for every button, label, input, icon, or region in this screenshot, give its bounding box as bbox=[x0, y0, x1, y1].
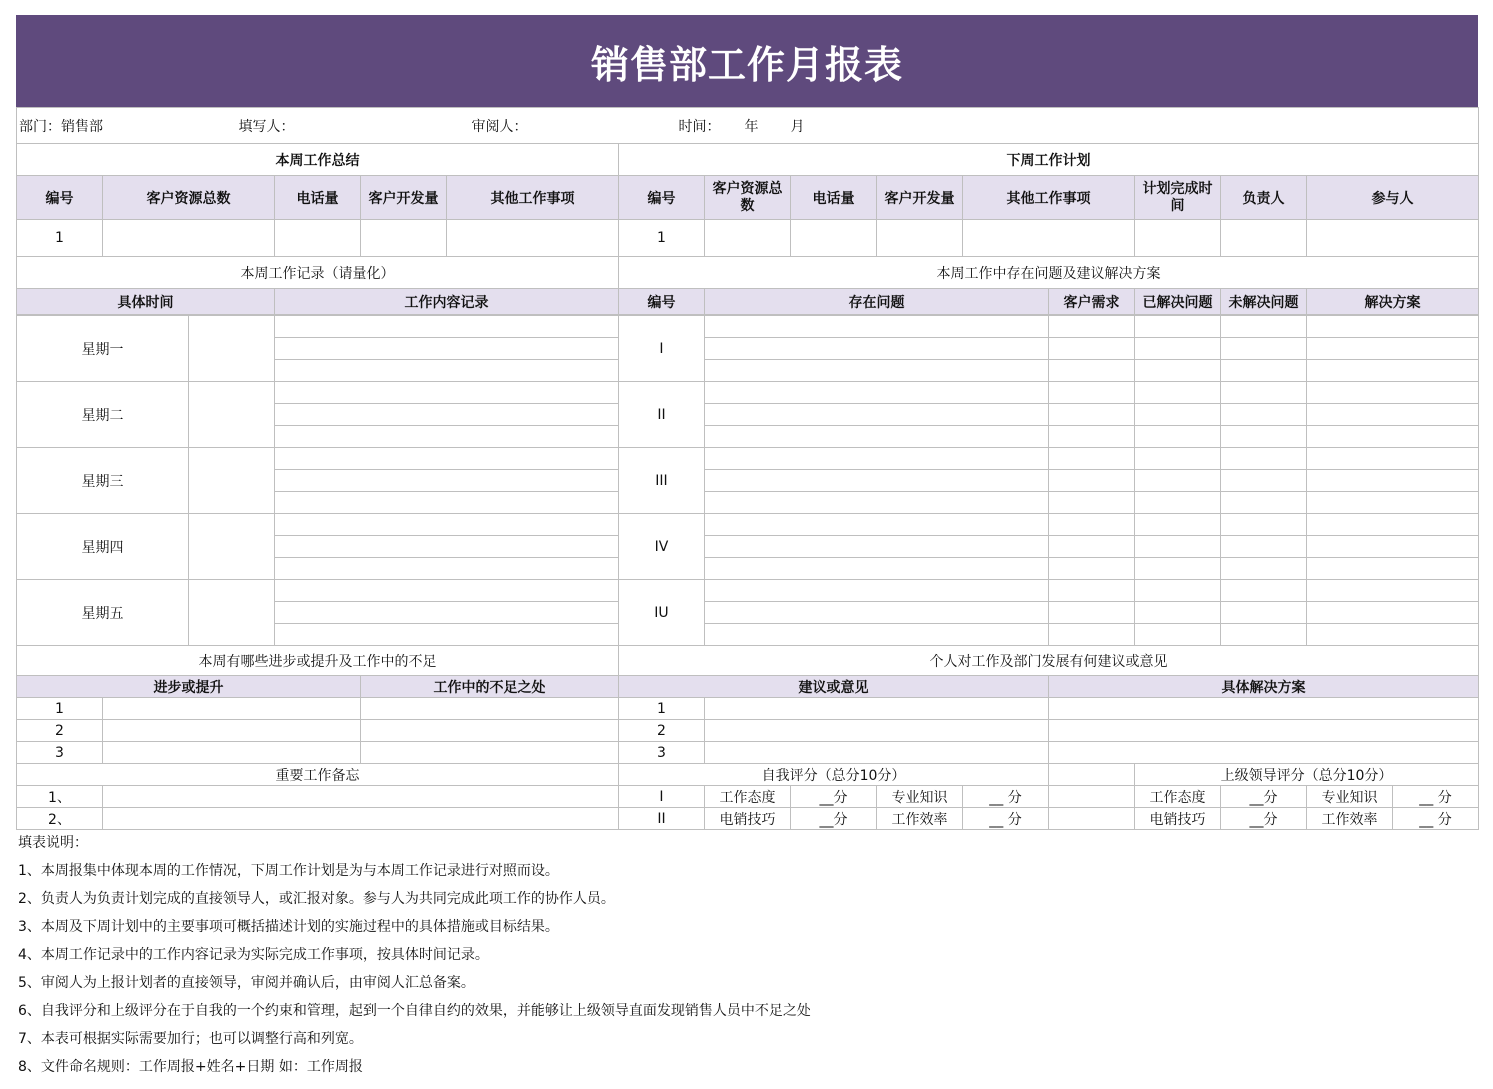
work-content-cell[interactable] bbox=[275, 602, 619, 624]
customer-need-cell[interactable] bbox=[1049, 426, 1135, 448]
memo-title: 重要工作备忘 bbox=[17, 764, 619, 786]
resolved-cell[interactable] bbox=[1135, 404, 1221, 426]
unresolved-cell[interactable] bbox=[1221, 602, 1307, 624]
customer-need-cell[interactable] bbox=[1049, 382, 1135, 404]
instruction-line: 5、审阅人为上报计划者的直接领导，审阅并确认后，由审阅人汇总备案。 bbox=[18, 975, 475, 991]
score-value[interactable]: __分 bbox=[791, 808, 877, 830]
unresolved-cell[interactable] bbox=[1221, 624, 1307, 646]
day-time-cell[interactable] bbox=[189, 514, 275, 580]
table-cell[interactable] bbox=[361, 720, 619, 742]
score-label: 电销技巧 bbox=[1135, 808, 1221, 830]
table-cell[interactable] bbox=[791, 220, 877, 257]
issue-cell[interactable] bbox=[705, 602, 1049, 624]
solution-cell[interactable] bbox=[1307, 624, 1479, 646]
issue-cell[interactable] bbox=[705, 338, 1049, 360]
score-label: 专业知识 bbox=[1307, 786, 1393, 808]
col-header: 进步或提升 bbox=[17, 676, 361, 698]
table-cell[interactable] bbox=[361, 742, 619, 764]
unresolved-cell[interactable] bbox=[1221, 382, 1307, 404]
customer-need-cell[interactable] bbox=[1049, 624, 1135, 646]
resolved-cell[interactable] bbox=[1135, 558, 1221, 580]
suggestion-title: 个人对工作及部门发展有何建议或意见 bbox=[619, 646, 1479, 676]
instruction-line: 6、自我评分和上级评分在于自我的一个约束和管理，起到一个自律自约的效果，并能够让上级领导直面发现销售人员中不足之处 bbox=[18, 1003, 811, 1019]
score-value[interactable]: __分 bbox=[791, 786, 877, 808]
col-header: 已解决问题 bbox=[1135, 289, 1221, 315]
day-time-cell[interactable] bbox=[189, 448, 275, 514]
unresolved-cell[interactable] bbox=[1221, 448, 1307, 470]
issues-title: 本周工作中存在问题及建议解决方案 bbox=[619, 257, 1479, 289]
table-cell[interactable] bbox=[705, 698, 1049, 720]
time-label: 时间： bbox=[619, 108, 705, 144]
table-cell[interactable] bbox=[103, 698, 361, 720]
issue-number: II bbox=[619, 382, 705, 448]
score-label: 工作效率 bbox=[877, 808, 963, 830]
solution-cell[interactable] bbox=[1307, 360, 1479, 382]
solution-cell[interactable] bbox=[1307, 448, 1479, 470]
customer-need-cell[interactable] bbox=[1049, 360, 1135, 382]
work-content-cell[interactable] bbox=[275, 338, 619, 360]
col-header: 工作中的不足之处 bbox=[361, 676, 619, 698]
issue-cell[interactable] bbox=[705, 404, 1049, 426]
day-label: 星期五 bbox=[17, 580, 189, 646]
customer-need-cell[interactable] bbox=[1049, 558, 1135, 580]
table-cell[interactable] bbox=[1049, 698, 1479, 720]
instruction-line: 7、本表可根据实际需要加行；也可以调整行高和列宽。 bbox=[18, 1031, 363, 1047]
col-header: 工作内容记录 bbox=[275, 289, 619, 315]
col-header: 客户需求 bbox=[1049, 289, 1135, 315]
customer-need-cell[interactable] bbox=[1049, 448, 1135, 470]
work-content-cell[interactable] bbox=[275, 536, 619, 558]
month-field[interactable]: 月 bbox=[791, 108, 1479, 144]
solution-cell[interactable] bbox=[1307, 580, 1479, 602]
unresolved-cell[interactable] bbox=[1221, 514, 1307, 536]
table-cell[interactable] bbox=[877, 220, 963, 257]
score-label: 工作态度 bbox=[1135, 786, 1221, 808]
info-row bbox=[17, 108, 1479, 144]
customer-need-cell[interactable] bbox=[1049, 580, 1135, 602]
unresolved-cell[interactable] bbox=[1221, 360, 1307, 382]
solution-cell[interactable] bbox=[1307, 492, 1479, 514]
solution-cell[interactable] bbox=[1307, 602, 1479, 624]
table-cell[interactable] bbox=[1307, 220, 1479, 257]
instruction-line: 8、文件命名规则：工作周报+姓名+日期 如：工作周报 bbox=[18, 1059, 363, 1075]
table-cell[interactable] bbox=[361, 220, 447, 257]
customer-need-cell[interactable] bbox=[1049, 316, 1135, 338]
table-cell[interactable] bbox=[103, 742, 361, 764]
instruction-line: 2、负责人为负责计划完成的直接领导人，或汇报对象。参与人为共同完成此项工作的协作人员。 bbox=[18, 891, 615, 907]
work-content-cell[interactable] bbox=[275, 492, 619, 514]
work-content-cell[interactable] bbox=[275, 514, 619, 536]
table-cell bbox=[1049, 808, 1135, 830]
table-cell[interactable] bbox=[103, 720, 361, 742]
col-header: 客户资源总数 bbox=[103, 176, 275, 220]
table-cell[interactable] bbox=[1135, 220, 1221, 257]
score-value[interactable]: __ 分 bbox=[963, 786, 1049, 808]
report-sheet bbox=[16, 15, 1478, 830]
col-header: 负责人 bbox=[1221, 176, 1307, 220]
row-number: 1 bbox=[17, 220, 103, 257]
customer-need-cell[interactable] bbox=[1049, 470, 1135, 492]
table-cell[interactable] bbox=[1049, 742, 1479, 764]
issue-cell[interactable] bbox=[705, 316, 1049, 338]
table-cell[interactable] bbox=[705, 742, 1049, 764]
resolved-cell[interactable] bbox=[1135, 602, 1221, 624]
resolved-cell[interactable] bbox=[1135, 514, 1221, 536]
memo-item[interactable] bbox=[103, 786, 619, 808]
col-header: 其他工作事项 bbox=[963, 176, 1135, 220]
table-cell[interactable] bbox=[103, 220, 275, 257]
col-header: 计划完成时间 bbox=[1135, 176, 1221, 220]
unresolved-cell[interactable] bbox=[1221, 558, 1307, 580]
work-content-cell[interactable] bbox=[275, 448, 619, 470]
unresolved-cell[interactable] bbox=[1221, 316, 1307, 338]
score-value[interactable]: __ 分 bbox=[1393, 808, 1479, 830]
solution-cell[interactable] bbox=[1307, 404, 1479, 426]
table-cell[interactable] bbox=[705, 220, 791, 257]
resolved-cell[interactable] bbox=[1135, 536, 1221, 558]
score-value[interactable]: __分 bbox=[1221, 808, 1307, 830]
memo-item-number: 1、 bbox=[17, 786, 103, 808]
col-header: 编号 bbox=[619, 289, 705, 315]
table-cell[interactable] bbox=[1049, 720, 1479, 742]
table-cell bbox=[1049, 764, 1135, 786]
day-time-cell[interactable] bbox=[189, 316, 275, 382]
issue-number: I bbox=[619, 316, 705, 382]
work-record-title: 本周工作记录（请量化） bbox=[17, 257, 619, 289]
customer-need-cell[interactable] bbox=[1049, 602, 1135, 624]
resolved-cell[interactable] bbox=[1135, 338, 1221, 360]
unresolved-cell[interactable] bbox=[1221, 426, 1307, 448]
table-cell[interactable] bbox=[275, 220, 361, 257]
memo-item-number: 2、 bbox=[17, 808, 103, 830]
dept-label: 部门：销售部 bbox=[17, 108, 189, 144]
day-label: 星期三 bbox=[17, 448, 189, 514]
work-content-cell[interactable] bbox=[275, 580, 619, 602]
instruction-line: 1、本周报集中体现本周的工作情况，下周工作计划是为与本周工作记录进行对照而设。 bbox=[18, 863, 559, 879]
col-header: 电话量 bbox=[791, 176, 877, 220]
instruction-line: 3、本周及下周计划中的主要事项可概括描述计划的实施过程中的具体措施或目标结果。 bbox=[18, 919, 559, 935]
row-number: 1 bbox=[619, 698, 705, 720]
score-value[interactable]: __ 分 bbox=[1393, 786, 1479, 808]
instructions bbox=[18, 832, 1458, 1084]
record-row bbox=[17, 382, 1479, 404]
table-cell[interactable] bbox=[361, 698, 619, 720]
issue-cell[interactable] bbox=[705, 580, 1049, 602]
solution-cell[interactable] bbox=[1307, 382, 1479, 404]
filler-field[interactable]: 填写人： bbox=[189, 108, 447, 144]
col-header: 具体解决方案 bbox=[1049, 676, 1479, 698]
row-number: 2 bbox=[619, 720, 705, 742]
resolved-cell[interactable] bbox=[1135, 316, 1221, 338]
work-content-cell[interactable] bbox=[275, 426, 619, 448]
record-row bbox=[17, 514, 1479, 536]
resolved-cell[interactable] bbox=[1135, 624, 1221, 646]
col-header: 其他工作事项 bbox=[447, 176, 619, 220]
score-label: 工作效率 bbox=[1307, 808, 1393, 830]
issue-cell[interactable] bbox=[705, 514, 1049, 536]
work-content-cell[interactable] bbox=[275, 470, 619, 492]
report-title: 销售部工作月报表 bbox=[16, 15, 1478, 107]
customer-need-cell[interactable] bbox=[1049, 536, 1135, 558]
unresolved-cell[interactable] bbox=[1221, 470, 1307, 492]
work-content-cell[interactable] bbox=[275, 316, 619, 338]
issue-cell[interactable] bbox=[705, 558, 1049, 580]
row-number: 2 bbox=[17, 720, 103, 742]
col-header: 编号 bbox=[17, 176, 103, 220]
issue-cell[interactable] bbox=[705, 624, 1049, 646]
customer-need-cell[interactable] bbox=[1049, 338, 1135, 360]
customer-need-cell[interactable] bbox=[1049, 404, 1135, 426]
col-header: 参与人 bbox=[1307, 176, 1479, 220]
report-grid bbox=[16, 107, 1479, 315]
work-content-cell[interactable] bbox=[275, 382, 619, 404]
issue-number: III bbox=[619, 448, 705, 514]
solution-cell[interactable] bbox=[1307, 514, 1479, 536]
table-cell[interactable] bbox=[447, 220, 619, 257]
customer-need-cell[interactable] bbox=[1049, 492, 1135, 514]
year-field[interactable]: 年 bbox=[705, 108, 791, 144]
row-number: II bbox=[619, 808, 705, 830]
row-number: 1 bbox=[619, 220, 705, 257]
col-header: 电话量 bbox=[275, 176, 361, 220]
record-row bbox=[17, 448, 1479, 470]
instruction-line: 4、本周工作记录中的工作内容记录为实际完成工作事项，按具体时间记录。 bbox=[18, 947, 489, 963]
day-time-cell[interactable] bbox=[189, 382, 275, 448]
customer-need-cell[interactable] bbox=[1049, 514, 1135, 536]
resolved-cell[interactable] bbox=[1135, 426, 1221, 448]
col-header: 客户开发量 bbox=[877, 176, 963, 220]
resolved-cell[interactable] bbox=[1135, 492, 1221, 514]
table-cell[interactable] bbox=[705, 720, 1049, 742]
leader-eval-title: 上级领导评分（总分10分） bbox=[1135, 764, 1479, 786]
score-label: 电销技巧 bbox=[705, 808, 791, 830]
col-header: 客户资源总数 bbox=[705, 176, 791, 220]
col-header: 具体时间 bbox=[17, 289, 275, 315]
score-value[interactable]: __分 bbox=[1221, 786, 1307, 808]
day-label: 星期二 bbox=[17, 382, 189, 448]
solution-cell[interactable] bbox=[1307, 338, 1479, 360]
resolved-cell[interactable] bbox=[1135, 448, 1221, 470]
progress-title: 本周有哪些进步或提升及工作中的不足 bbox=[17, 646, 619, 676]
work-content-cell[interactable] bbox=[275, 360, 619, 382]
table-cell[interactable] bbox=[963, 220, 1135, 257]
record-row bbox=[17, 580, 1479, 602]
work-content-cell[interactable] bbox=[275, 624, 619, 646]
issue-cell[interactable] bbox=[705, 382, 1049, 404]
self-eval-title: 自我评分（总分10分） bbox=[619, 764, 1049, 786]
col-header: 建议或意见 bbox=[619, 676, 1049, 698]
score-label: 专业知识 bbox=[877, 786, 963, 808]
day-time-cell[interactable] bbox=[189, 580, 275, 646]
issue-cell[interactable] bbox=[705, 536, 1049, 558]
row-number: 1 bbox=[17, 698, 103, 720]
col-header: 客户开发量 bbox=[361, 176, 447, 220]
row-number: I bbox=[619, 786, 705, 808]
col-header: 解决方案 bbox=[1307, 289, 1479, 315]
solution-cell[interactable] bbox=[1307, 558, 1479, 580]
work-content-cell[interactable] bbox=[275, 404, 619, 426]
next-week-plan-title: 下周工作计划 bbox=[619, 144, 1479, 176]
solution-cell[interactable] bbox=[1307, 536, 1479, 558]
unresolved-cell[interactable] bbox=[1221, 536, 1307, 558]
row-number: 3 bbox=[619, 742, 705, 764]
score-value[interactable]: __ 分 bbox=[963, 808, 1049, 830]
issue-cell[interactable] bbox=[705, 470, 1049, 492]
issue-cell[interactable] bbox=[705, 426, 1049, 448]
score-label: 工作态度 bbox=[705, 786, 791, 808]
issue-cell[interactable] bbox=[705, 360, 1049, 382]
resolved-cell[interactable] bbox=[1135, 382, 1221, 404]
issue-number: IU bbox=[619, 580, 705, 646]
col-header: 存在问题 bbox=[705, 289, 1049, 315]
day-label: 星期一 bbox=[17, 316, 189, 382]
solution-cell[interactable] bbox=[1307, 316, 1479, 338]
solution-cell[interactable] bbox=[1307, 470, 1479, 492]
issue-cell[interactable] bbox=[705, 448, 1049, 470]
issue-number: IV bbox=[619, 514, 705, 580]
reviewer-field[interactable]: 审阅人： bbox=[447, 108, 619, 144]
col-header: 编号 bbox=[619, 176, 705, 220]
table-cell[interactable] bbox=[1221, 220, 1307, 257]
resolved-cell[interactable] bbox=[1135, 360, 1221, 382]
row-number: 3 bbox=[17, 742, 103, 764]
resolved-cell[interactable] bbox=[1135, 470, 1221, 492]
unresolved-cell[interactable] bbox=[1221, 492, 1307, 514]
work-content-cell[interactable] bbox=[275, 558, 619, 580]
memo-item[interactable] bbox=[103, 808, 619, 830]
instructions-heading: 填表说明： bbox=[18, 835, 88, 851]
issue-cell[interactable] bbox=[705, 492, 1049, 514]
solution-cell[interactable] bbox=[1307, 426, 1479, 448]
col-header: 未解决问题 bbox=[1221, 289, 1307, 315]
unresolved-cell[interactable] bbox=[1221, 580, 1307, 602]
unresolved-cell[interactable] bbox=[1221, 338, 1307, 360]
report-grid-lower bbox=[16, 315, 1479, 830]
resolved-cell[interactable] bbox=[1135, 580, 1221, 602]
record-row bbox=[17, 316, 1479, 338]
table-cell bbox=[1049, 786, 1135, 808]
unresolved-cell[interactable] bbox=[1221, 404, 1307, 426]
day-label: 星期四 bbox=[17, 514, 189, 580]
this-week-summary-title: 本周工作总结 bbox=[17, 144, 619, 176]
